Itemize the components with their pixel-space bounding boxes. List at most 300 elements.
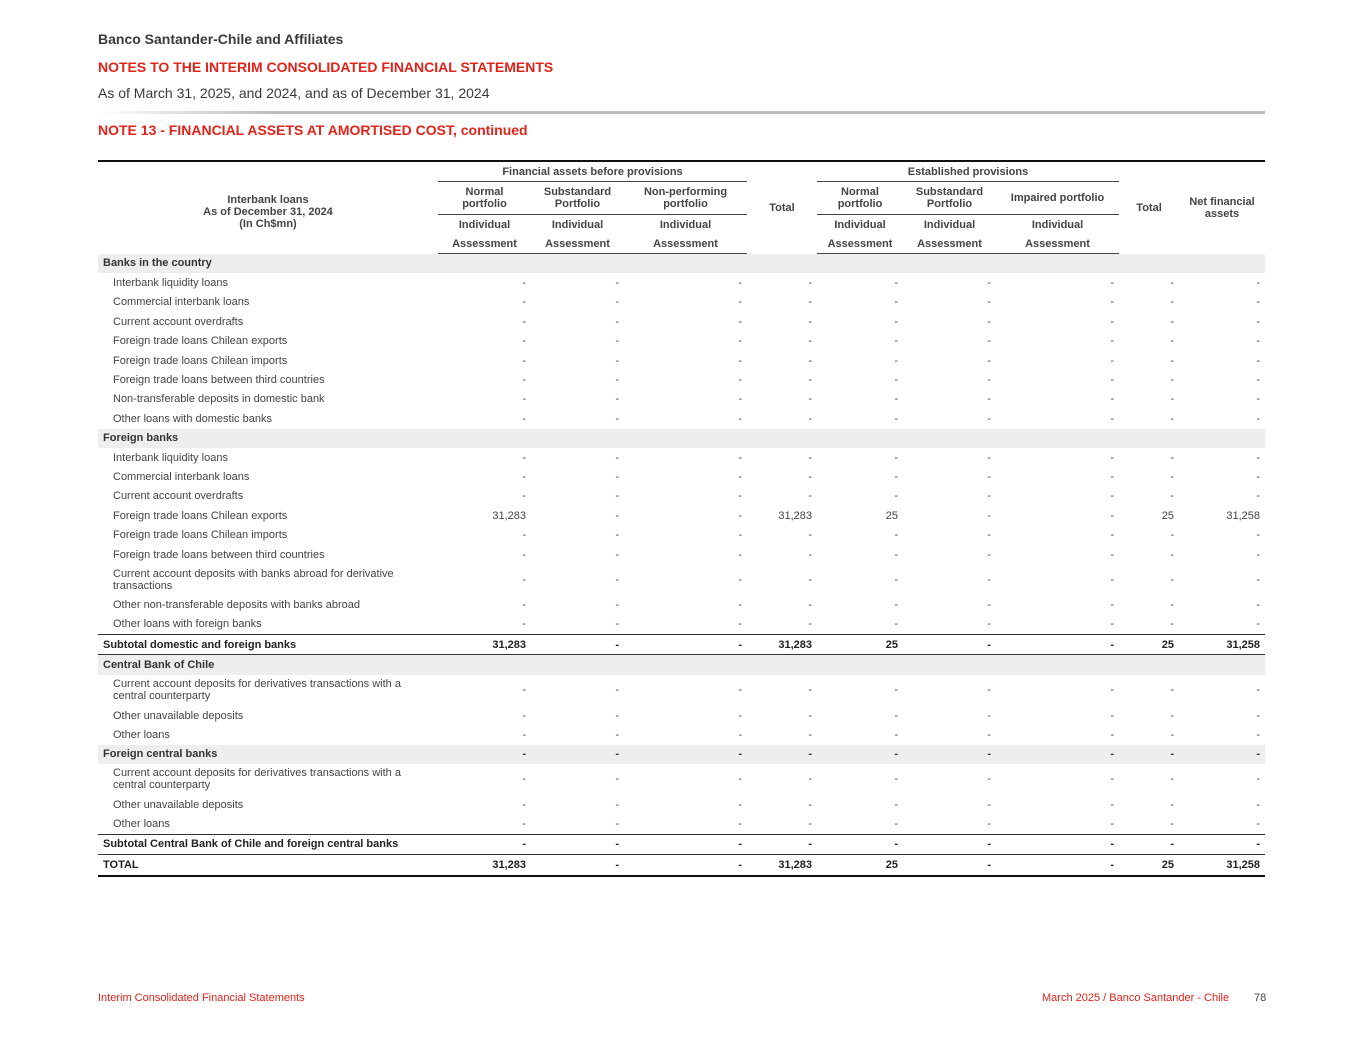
row-label: Other non-transferable deposits with banks abroad (113, 598, 361, 611)
cell-substandard: - (531, 635, 624, 655)
cell-prov-total: - (1170, 412, 1175, 425)
main-column-header (98, 161, 438, 254)
footer-date-bank: March 2025 / Banco Santander - Chile (1042, 992, 1230, 1004)
table-row (98, 795, 1265, 814)
cell-normal: - (522, 490, 526, 503)
cell-total: - (808, 573, 812, 586)
cell-prov-substandard (903, 429, 996, 448)
cell-non-performing (624, 655, 747, 675)
row-label: Foreign trade loans between third countries (113, 548, 325, 561)
cell-non-performing: - (738, 818, 742, 831)
col-substandard-portfolio: Substandard Portfolio (543, 186, 612, 210)
cell-prov-substandard: - (987, 598, 991, 611)
cell-net: - (1256, 598, 1261, 611)
cell-normal: - (522, 728, 526, 741)
cell-substandard: - (615, 798, 619, 811)
cell-total: - (808, 315, 812, 328)
cell-normal: - (522, 354, 526, 367)
cell-non-performing: - (738, 773, 742, 786)
cell-prov-impaired: - (1110, 315, 1115, 328)
cell-normal: - (522, 470, 526, 483)
cell-prov-normal: - (894, 728, 898, 741)
cell-prov-total: - (1170, 618, 1175, 631)
cell-prov-impaired: - (1110, 818, 1115, 831)
cell-prov-substandard: - (987, 393, 991, 406)
cell-prov-impaired: - (1110, 798, 1115, 811)
assessment-label: Assessment (531, 234, 624, 254)
cell-prov-normal: 25 (817, 635, 903, 655)
cell-prov-normal: - (817, 745, 903, 764)
subtotal-row (98, 635, 1265, 655)
cell-prov-substandard: - (987, 451, 991, 464)
cell-substandard: - (615, 598, 619, 611)
cell-normal: - (522, 684, 526, 697)
cell-net: 31,258 (1226, 509, 1261, 522)
cell-prov-normal: 25 (817, 855, 903, 876)
table-body (98, 254, 1265, 876)
cell-net: - (1256, 709, 1261, 722)
cell-prov-impaired: - (1110, 490, 1115, 503)
cell-prov-substandard: - (987, 798, 991, 811)
interbank-loans-table (98, 160, 1265, 877)
cell-non-performing: - (624, 635, 747, 655)
total-row (98, 855, 1265, 876)
cell-non-performing: - (738, 354, 742, 367)
cell-prov-normal: - (894, 709, 898, 722)
cell-total (747, 254, 817, 274)
group-header-before-provisions: Financial assets before provisions (438, 161, 747, 182)
cell-total: 31,283 (747, 855, 817, 876)
cell-non-performing: - (738, 529, 742, 542)
cell-net (1179, 429, 1265, 448)
cell-prov-total (1119, 429, 1179, 448)
cell-total: - (808, 818, 812, 831)
cell-substandard (531, 429, 624, 448)
cell-prov-impaired: - (1110, 335, 1115, 348)
cell-substandard: - (615, 728, 619, 741)
cell-prov-normal: - (894, 470, 898, 483)
cell-non-performing: - (738, 548, 742, 561)
cell-total: - (808, 393, 812, 406)
cell-normal (438, 429, 531, 448)
cell-non-performing: - (738, 798, 742, 811)
main-label-line-3: (In Ch$mn) (239, 217, 297, 230)
row-label: Commercial interbank loans (113, 470, 250, 483)
cell-prov-normal: - (817, 834, 903, 854)
cell-prov-normal: - (894, 354, 898, 367)
cell-total: - (808, 618, 812, 631)
note-title: NOTE 13 - FINANCIAL ASSETS AT AMORTISED COST, continued (98, 122, 528, 138)
cell-prov-total: 25 (1161, 509, 1175, 522)
cell-total: - (808, 798, 812, 811)
row-label: Current account deposits for derivatives transactions with a central counterparty (113, 767, 401, 792)
cell-prov-total: 25 (1119, 855, 1179, 876)
cell-substandard: - (615, 354, 619, 367)
total-provisions-header: Total (1119, 161, 1179, 254)
table-row (98, 706, 1265, 725)
cell-normal (438, 254, 531, 274)
cell-prov-impaired: - (1110, 573, 1115, 586)
cell-net (1179, 254, 1265, 274)
cell-substandard: - (615, 709, 619, 722)
cell-non-performing: - (624, 855, 747, 876)
cell-prov-impaired: - (1110, 529, 1115, 542)
table-row (98, 506, 1265, 525)
row-label: Central Bank of Chile (98, 655, 438, 675)
cell-total: - (808, 529, 812, 542)
cell-total: - (808, 296, 812, 309)
cell-prov-impaired: - (1110, 709, 1115, 722)
cell-normal: - (522, 818, 526, 831)
cell-normal: - (522, 277, 526, 290)
as-of-date: As of March 31, 2025, and 2024, and as of December 31, 2024 (98, 85, 490, 101)
cell-total: - (808, 374, 812, 387)
footer-title: Interim Consolidated Financial Statements (98, 992, 305, 1004)
cell-prov-impaired: - (996, 855, 1119, 876)
row-label: Foreign trade loans Chilean exports (113, 335, 288, 348)
table-row (98, 351, 1265, 370)
cell-non-performing: - (738, 618, 742, 631)
page-number: 78 (1254, 992, 1267, 1004)
cell-normal: - (522, 374, 526, 387)
cell-prov-impaired: - (996, 834, 1119, 854)
table-row (98, 448, 1265, 467)
table-row (98, 467, 1265, 486)
cell-prov-normal: - (894, 529, 898, 542)
cell-prov-impaired: - (1110, 451, 1115, 464)
cell-normal: - (522, 296, 526, 309)
cell-substandard: - (615, 529, 619, 542)
cell-net: - (1256, 573, 1261, 586)
cell-non-performing: - (738, 315, 742, 328)
cell-substandard: - (615, 573, 619, 586)
cell-prov-normal: - (894, 374, 898, 387)
cell-net: - (1256, 490, 1261, 503)
cell-non-performing: - (738, 393, 742, 406)
cell-non-performing: - (738, 277, 742, 290)
cell-prov-total: - (1170, 315, 1175, 328)
cell-normal: - (522, 798, 526, 811)
cell-net: - (1256, 470, 1261, 483)
cell-total: - (747, 745, 817, 764)
cell-prov-impaired: - (1110, 598, 1115, 611)
cell-non-performing: - (624, 745, 747, 764)
cell-prov-substandard: - (987, 296, 991, 309)
section-row (98, 655, 1265, 675)
cell-substandard: - (615, 548, 619, 561)
cell-prov-impaired (996, 429, 1119, 448)
cell-prov-substandard (903, 655, 996, 675)
cell-prov-substandard: - (987, 277, 991, 290)
col-prov-substandard-portfolio: Substandard Portfolio (915, 186, 984, 210)
cell-prov-substandard: - (987, 490, 991, 503)
cell-net: 31,258 (1179, 855, 1265, 876)
cell-total: - (808, 773, 812, 786)
cell-total: 31,283 (747, 635, 817, 655)
cell-prov-total: - (1170, 684, 1175, 697)
cell-non-performing (624, 254, 747, 274)
cell-normal (438, 655, 531, 675)
cell-prov-substandard: - (987, 573, 991, 586)
cell-prov-normal: - (894, 412, 898, 425)
cell-total: - (808, 709, 812, 722)
cell-total: - (808, 728, 812, 741)
row-label: Other loans (113, 728, 170, 741)
cell-prov-substandard: - (903, 855, 996, 876)
cell-net: - (1256, 773, 1261, 786)
row-label: Foreign trade loans Chilean imports (113, 529, 288, 542)
cell-total: - (808, 451, 812, 464)
cell-prov-substandard: - (987, 618, 991, 631)
cell-prov-normal: 25 (885, 509, 898, 522)
cell-substandard: - (615, 509, 619, 522)
table-row (98, 293, 1265, 312)
cell-normal: - (522, 315, 526, 328)
cell-net: - (1179, 745, 1265, 764)
cell-net: - (1256, 335, 1261, 348)
col-normal-portfolio: Normal portfolio (462, 186, 507, 210)
cell-prov-impaired: - (1110, 728, 1115, 741)
cell-prov-total: - (1170, 393, 1175, 406)
total-before-header: Total (747, 161, 817, 254)
table-row (98, 675, 1265, 706)
main-label-line-1: Interbank loans (227, 193, 309, 206)
table-row (98, 370, 1265, 389)
cell-total: 31,283 (778, 509, 812, 522)
cell-net: - (1256, 277, 1261, 290)
cell-prov-substandard: - (987, 684, 991, 697)
cell-prov-normal (817, 429, 903, 448)
cell-prov-total: - (1170, 277, 1175, 290)
cell-prov-impaired: - (1110, 354, 1115, 367)
cell-prov-total: - (1170, 818, 1175, 831)
cell-prov-substandard: - (987, 315, 991, 328)
cell-substandard: - (615, 277, 619, 290)
cell-prov-normal (817, 254, 903, 274)
table-row (98, 273, 1265, 292)
table-row (98, 332, 1265, 351)
cell-non-performing: - (624, 834, 747, 854)
cell-net (1179, 655, 1265, 675)
table-row (98, 312, 1265, 331)
row-label: Non-transferable deposits in domestic bank (113, 393, 325, 406)
cell-prov-normal: - (894, 598, 898, 611)
cell-normal: - (522, 393, 526, 406)
cell-prov-total: - (1119, 834, 1179, 854)
cell-prov-substandard: - (987, 470, 991, 483)
cell-prov-total: - (1170, 335, 1175, 348)
individual-label: Individual (996, 215, 1119, 235)
cell-prov-normal: - (894, 393, 898, 406)
cell-substandard: - (615, 684, 619, 697)
cell-substandard: - (615, 470, 619, 483)
row-label: TOTAL (98, 855, 438, 876)
cell-prov-normal (817, 655, 903, 675)
cell-substandard: - (531, 834, 624, 854)
cell-net: 31,258 (1179, 635, 1265, 655)
table-row (98, 390, 1265, 409)
cell-prov-normal: - (894, 296, 898, 309)
cell-prov-substandard: - (987, 773, 991, 786)
cell-prov-impaired: - (996, 745, 1119, 764)
cell-prov-total: - (1170, 709, 1175, 722)
cell-prov-total: - (1170, 798, 1175, 811)
cell-prov-impaired: - (1110, 509, 1115, 522)
row-label: Other loans with foreign banks (113, 618, 262, 631)
cell-net: - (1256, 618, 1261, 631)
cell-prov-substandard: - (987, 818, 991, 831)
cell-prov-substandard: - (987, 374, 991, 387)
individual-label: Individual (531, 215, 624, 235)
cell-substandard: - (615, 374, 619, 387)
cell-prov-total: - (1170, 573, 1175, 586)
cell-prov-normal: - (894, 773, 898, 786)
cell-prov-substandard: - (987, 529, 991, 542)
cell-total: - (808, 490, 812, 503)
cell-net: - (1256, 684, 1261, 697)
cell-non-performing: - (738, 412, 742, 425)
cell-net: - (1256, 393, 1261, 406)
cell-normal: - (522, 773, 526, 786)
section-row (98, 254, 1265, 274)
main-label-line-2: As of December 31, 2024 (203, 205, 333, 218)
cell-prov-normal: - (894, 277, 898, 290)
cell-prov-total (1119, 655, 1179, 675)
cell-total: - (747, 834, 817, 854)
cell-normal: 31,283 (438, 855, 531, 876)
cell-normal: - (438, 834, 531, 854)
cell-prov-impaired: - (1110, 374, 1115, 387)
cell-prov-total (1119, 254, 1179, 274)
cell-net: - (1179, 834, 1265, 854)
table-row (98, 615, 1265, 635)
cell-net: - (1256, 296, 1261, 309)
individual-label: Individual (817, 215, 903, 235)
cell-substandard: - (615, 412, 619, 425)
table-header (98, 161, 1265, 254)
cell-prov-normal: - (894, 684, 898, 697)
cell-prov-total: - (1170, 529, 1175, 542)
cell-prov-substandard (903, 254, 996, 274)
cell-non-performing: - (738, 374, 742, 387)
cell-prov-impaired: - (1110, 412, 1115, 425)
cell-prov-normal: - (894, 315, 898, 328)
cell-total: - (808, 354, 812, 367)
table-row (98, 564, 1265, 595)
cell-non-performing: - (738, 709, 742, 722)
header-divider (98, 111, 1265, 114)
cell-prov-substandard: - (903, 635, 996, 655)
cell-prov-total: - (1170, 470, 1175, 483)
cell-non-performing: - (738, 598, 742, 611)
cell-substandard (531, 254, 624, 274)
cell-prov-total: - (1170, 490, 1175, 503)
section-row (98, 745, 1265, 764)
table-row (98, 487, 1265, 506)
cell-non-performing: - (738, 728, 742, 741)
table-row (98, 595, 1265, 614)
row-label: Current account deposits with banks abroad for derivative transactions (113, 567, 394, 592)
row-label: Foreign trade loans between third countries (113, 374, 325, 387)
row-label: Other loans with domestic banks (113, 412, 272, 425)
row-label: Interbank liquidity loans (113, 277, 228, 290)
cell-substandard: - (615, 451, 619, 464)
cell-prov-normal: - (894, 573, 898, 586)
cell-prov-total: - (1119, 745, 1179, 764)
cell-net: - (1256, 354, 1261, 367)
cell-net: - (1256, 315, 1261, 328)
cell-substandard: - (615, 490, 619, 503)
cell-prov-substandard: - (987, 509, 991, 522)
col-prov-normal-portfolio: Normal portfolio (837, 186, 883, 210)
assessment-label: Assessment (438, 234, 531, 254)
cell-normal: - (522, 573, 526, 586)
cell-prov-substandard: - (987, 354, 991, 367)
cell-prov-total: - (1170, 451, 1175, 464)
cell-total (747, 429, 817, 448)
cell-substandard: - (615, 618, 619, 631)
row-label: Foreign banks (98, 429, 438, 448)
notes-title: NOTES TO THE INTERIM CONSOLIDATED FINANCIAL STATEMENTS (98, 59, 554, 75)
cell-total: - (808, 335, 812, 348)
row-label: Interbank liquidity loans (113, 451, 228, 464)
cell-prov-normal: - (894, 618, 898, 631)
cell-prov-normal: - (894, 490, 898, 503)
table-row (98, 814, 1265, 834)
cell-substandard: - (531, 745, 624, 764)
cell-net: - (1256, 818, 1261, 831)
cell-net: - (1256, 451, 1261, 464)
cell-prov-total: - (1170, 728, 1175, 741)
subtotal-row (98, 834, 1265, 854)
cell-prov-impaired: - (1110, 773, 1115, 786)
cell-normal: - (522, 412, 526, 425)
row-label: Other loans (113, 818, 170, 831)
cell-prov-total: - (1170, 354, 1175, 367)
cell-net: - (1256, 529, 1261, 542)
cell-normal: 31,283 (492, 509, 526, 522)
col-non-performing-portfolio: Non-performing portfolio (643, 186, 728, 210)
cell-prov-substandard: - (903, 834, 996, 854)
cell-prov-impaired (996, 254, 1119, 274)
cell-non-performing: - (738, 509, 742, 522)
cell-substandard (531, 655, 624, 675)
table-row (98, 545, 1265, 564)
cell-prov-substandard: - (987, 728, 991, 741)
cell-prov-normal: - (894, 451, 898, 464)
cell-prov-total: - (1170, 296, 1175, 309)
cell-total: - (808, 598, 812, 611)
cell-prov-normal: - (894, 335, 898, 348)
row-label: Current account deposits for derivatives transactions with a central counterparty (113, 678, 401, 703)
cell-substandard: - (531, 855, 624, 876)
cell-net: - (1256, 412, 1261, 425)
cell-normal: - (522, 709, 526, 722)
cell-prov-substandard: - (987, 412, 991, 425)
cell-non-performing: - (738, 684, 742, 697)
cell-normal: - (522, 598, 526, 611)
row-label: Current account overdrafts (113, 315, 244, 328)
cell-substandard: - (615, 393, 619, 406)
table-row (98, 409, 1265, 428)
cell-prov-normal: - (894, 798, 898, 811)
row-label: Foreign trade loans Chilean exports (113, 509, 288, 522)
cell-prov-impaired: - (1110, 470, 1115, 483)
cell-normal: 31,283 (438, 635, 531, 655)
cell-non-performing (624, 429, 747, 448)
cell-non-performing: - (738, 451, 742, 464)
individual-label: Individual (438, 215, 531, 235)
